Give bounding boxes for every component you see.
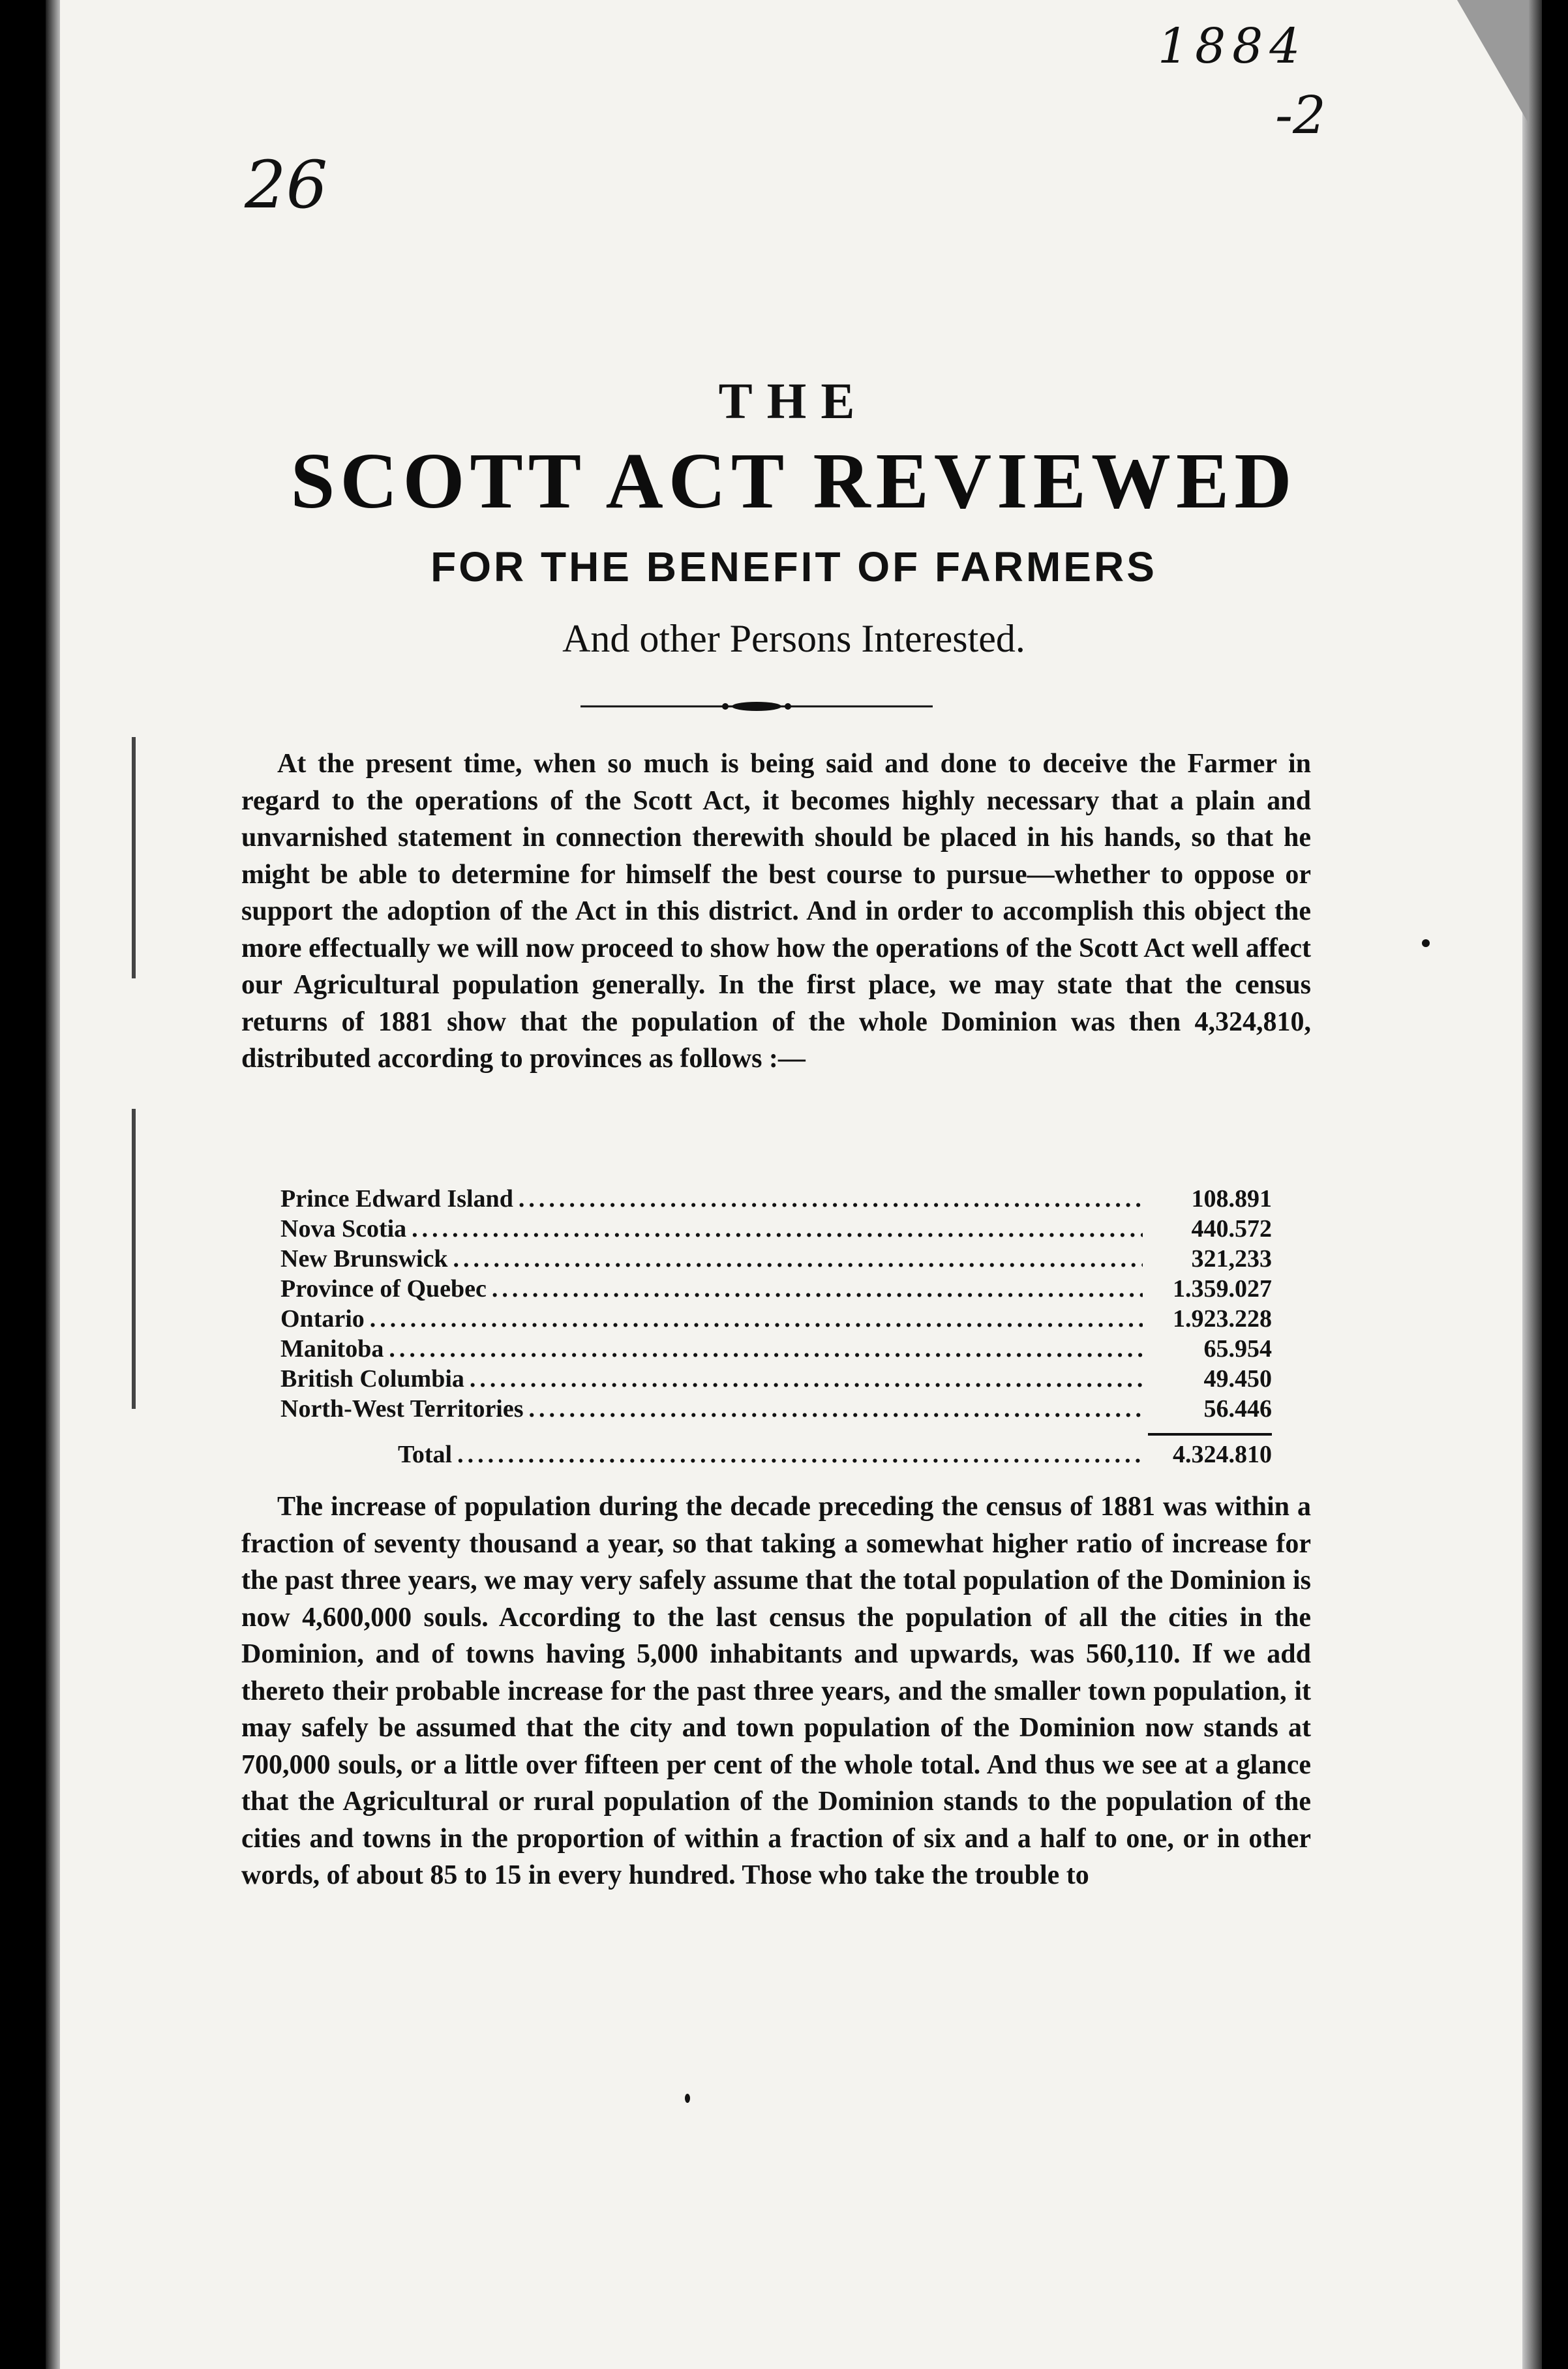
- province-population: 440.572: [1191, 1215, 1272, 1243]
- province-name: New Brunswick: [280, 1245, 448, 1273]
- body-paragraph-2: The increase of population during the decade preceding the census of 1881 was within a fraction of seventy thousand a year, so that taking a somewhat higher ratio of increase for the past three years, we may very safely assume that the total population of the Dominion is now 4,600,000 souls. According to the last census the population of all the cities in the Dominion, and of towns having 5,000 inhabitants and upwards, was 560,110. If we add thereto their probable increase for the past three years, and the smaller town population, it may safely be assumed that the city and town population of the Dominion now stands at 700,000 souls, or a little over fifteen per cent of the whole total. And thus we see at a glance that the Agricultural or rural population of the Dominion stands to the population of the cities and towns in the proportion of within a fraction of six and a half to one, or in other words, of about 85 to 15 in every hundred. Those who take the trouble to: [241, 1492, 1311, 1890]
- table-row: [280, 1244, 1272, 1274]
- table-row: [280, 1184, 1272, 1214]
- ornament-divider: [580, 701, 933, 712]
- province-name: British Columbia: [280, 1365, 464, 1393]
- ink-speck: [1422, 939, 1430, 947]
- province-population: 1.359.027: [1173, 1275, 1272, 1303]
- handwritten-year: 1884: [1158, 18, 1307, 74]
- title-the: THE: [718, 372, 869, 429]
- province-name: Ontario: [280, 1305, 365, 1333]
- province-population: 321,233: [1191, 1245, 1272, 1273]
- scanned-page: [46, 0, 1542, 2369]
- province-population: 65.954: [1203, 1335, 1272, 1363]
- population-table: [280, 1184, 1272, 1470]
- table-row: [280, 1274, 1272, 1304]
- total-label: Total: [398, 1441, 453, 1468]
- leader-dots: [529, 1394, 1143, 1424]
- leader-dots: [453, 1244, 1143, 1274]
- province-population: 1.923.228: [1173, 1305, 1272, 1333]
- subtitle-secondary: And other Persons Interested.: [562, 617, 1025, 660]
- table-row: [280, 1214, 1272, 1244]
- handwritten-number: 26: [245, 147, 328, 223]
- margin-mark: [132, 737, 142, 978]
- table-row: [280, 1334, 1272, 1364]
- province-name: Nova Scotia: [280, 1215, 407, 1243]
- table-row: [280, 1304, 1272, 1334]
- leader-dots: [412, 1214, 1143, 1244]
- leader-dots: [470, 1364, 1143, 1394]
- table-row: [280, 1364, 1272, 1394]
- handwritten-suffix: -2: [1275, 85, 1326, 145]
- subtitle: FOR THE BENEFIT OF FARMERS: [430, 543, 1157, 590]
- province-population: 56.446: [1203, 1395, 1272, 1423]
- leader-dots: [519, 1184, 1143, 1214]
- folded-corner: [1457, 0, 1529, 124]
- page-edge-left: [46, 0, 60, 2369]
- body-paragraph-1: At the present time, when so much is being said and done to deceive the Farmer in regard to the operations of the Scott Act, it becomes highly necessary that a plain and unvarnished statement in connection therewith should be placed in his hands, so that he might be able to determine for himself the best course to pursue—whether to oppose or support the adoption of the Act in this district. And in order to accomplish this object the more effectually we will now proceed to show how the operations of the Scott Act well affect our Agricultural population generally. In the first place, we may state that the census returns of 1881 show that the population of the whole Dominion was then 4,324,810, distributed according to provinces as follows :—: [241, 749, 1311, 1074]
- ink-speck: [685, 2094, 690, 2103]
- total-population: 4.324.810: [1173, 1441, 1272, 1468]
- province-name: Province of Quebec: [280, 1275, 487, 1303]
- margin-mark: [132, 1109, 142, 1409]
- page-edge-right: [1522, 0, 1542, 2369]
- page-title: SCOTT ACT REVIEWED: [290, 437, 1297, 525]
- province-population: 108.891: [1191, 1185, 1272, 1213]
- table-total-row: [280, 1440, 1272, 1470]
- leader-dots: [370, 1304, 1143, 1334]
- leader-dots: [457, 1440, 1143, 1470]
- province-name: North-West Territories: [280, 1395, 524, 1423]
- province-name: Prince Edward Island: [280, 1185, 513, 1213]
- total-rule: [1148, 1433, 1272, 1436]
- province-name: Manitoba: [280, 1335, 384, 1363]
- leader-dots: [492, 1274, 1143, 1304]
- province-population: 49.450: [1203, 1365, 1272, 1393]
- leader-dots: [389, 1334, 1143, 1364]
- table-row: [280, 1394, 1272, 1424]
